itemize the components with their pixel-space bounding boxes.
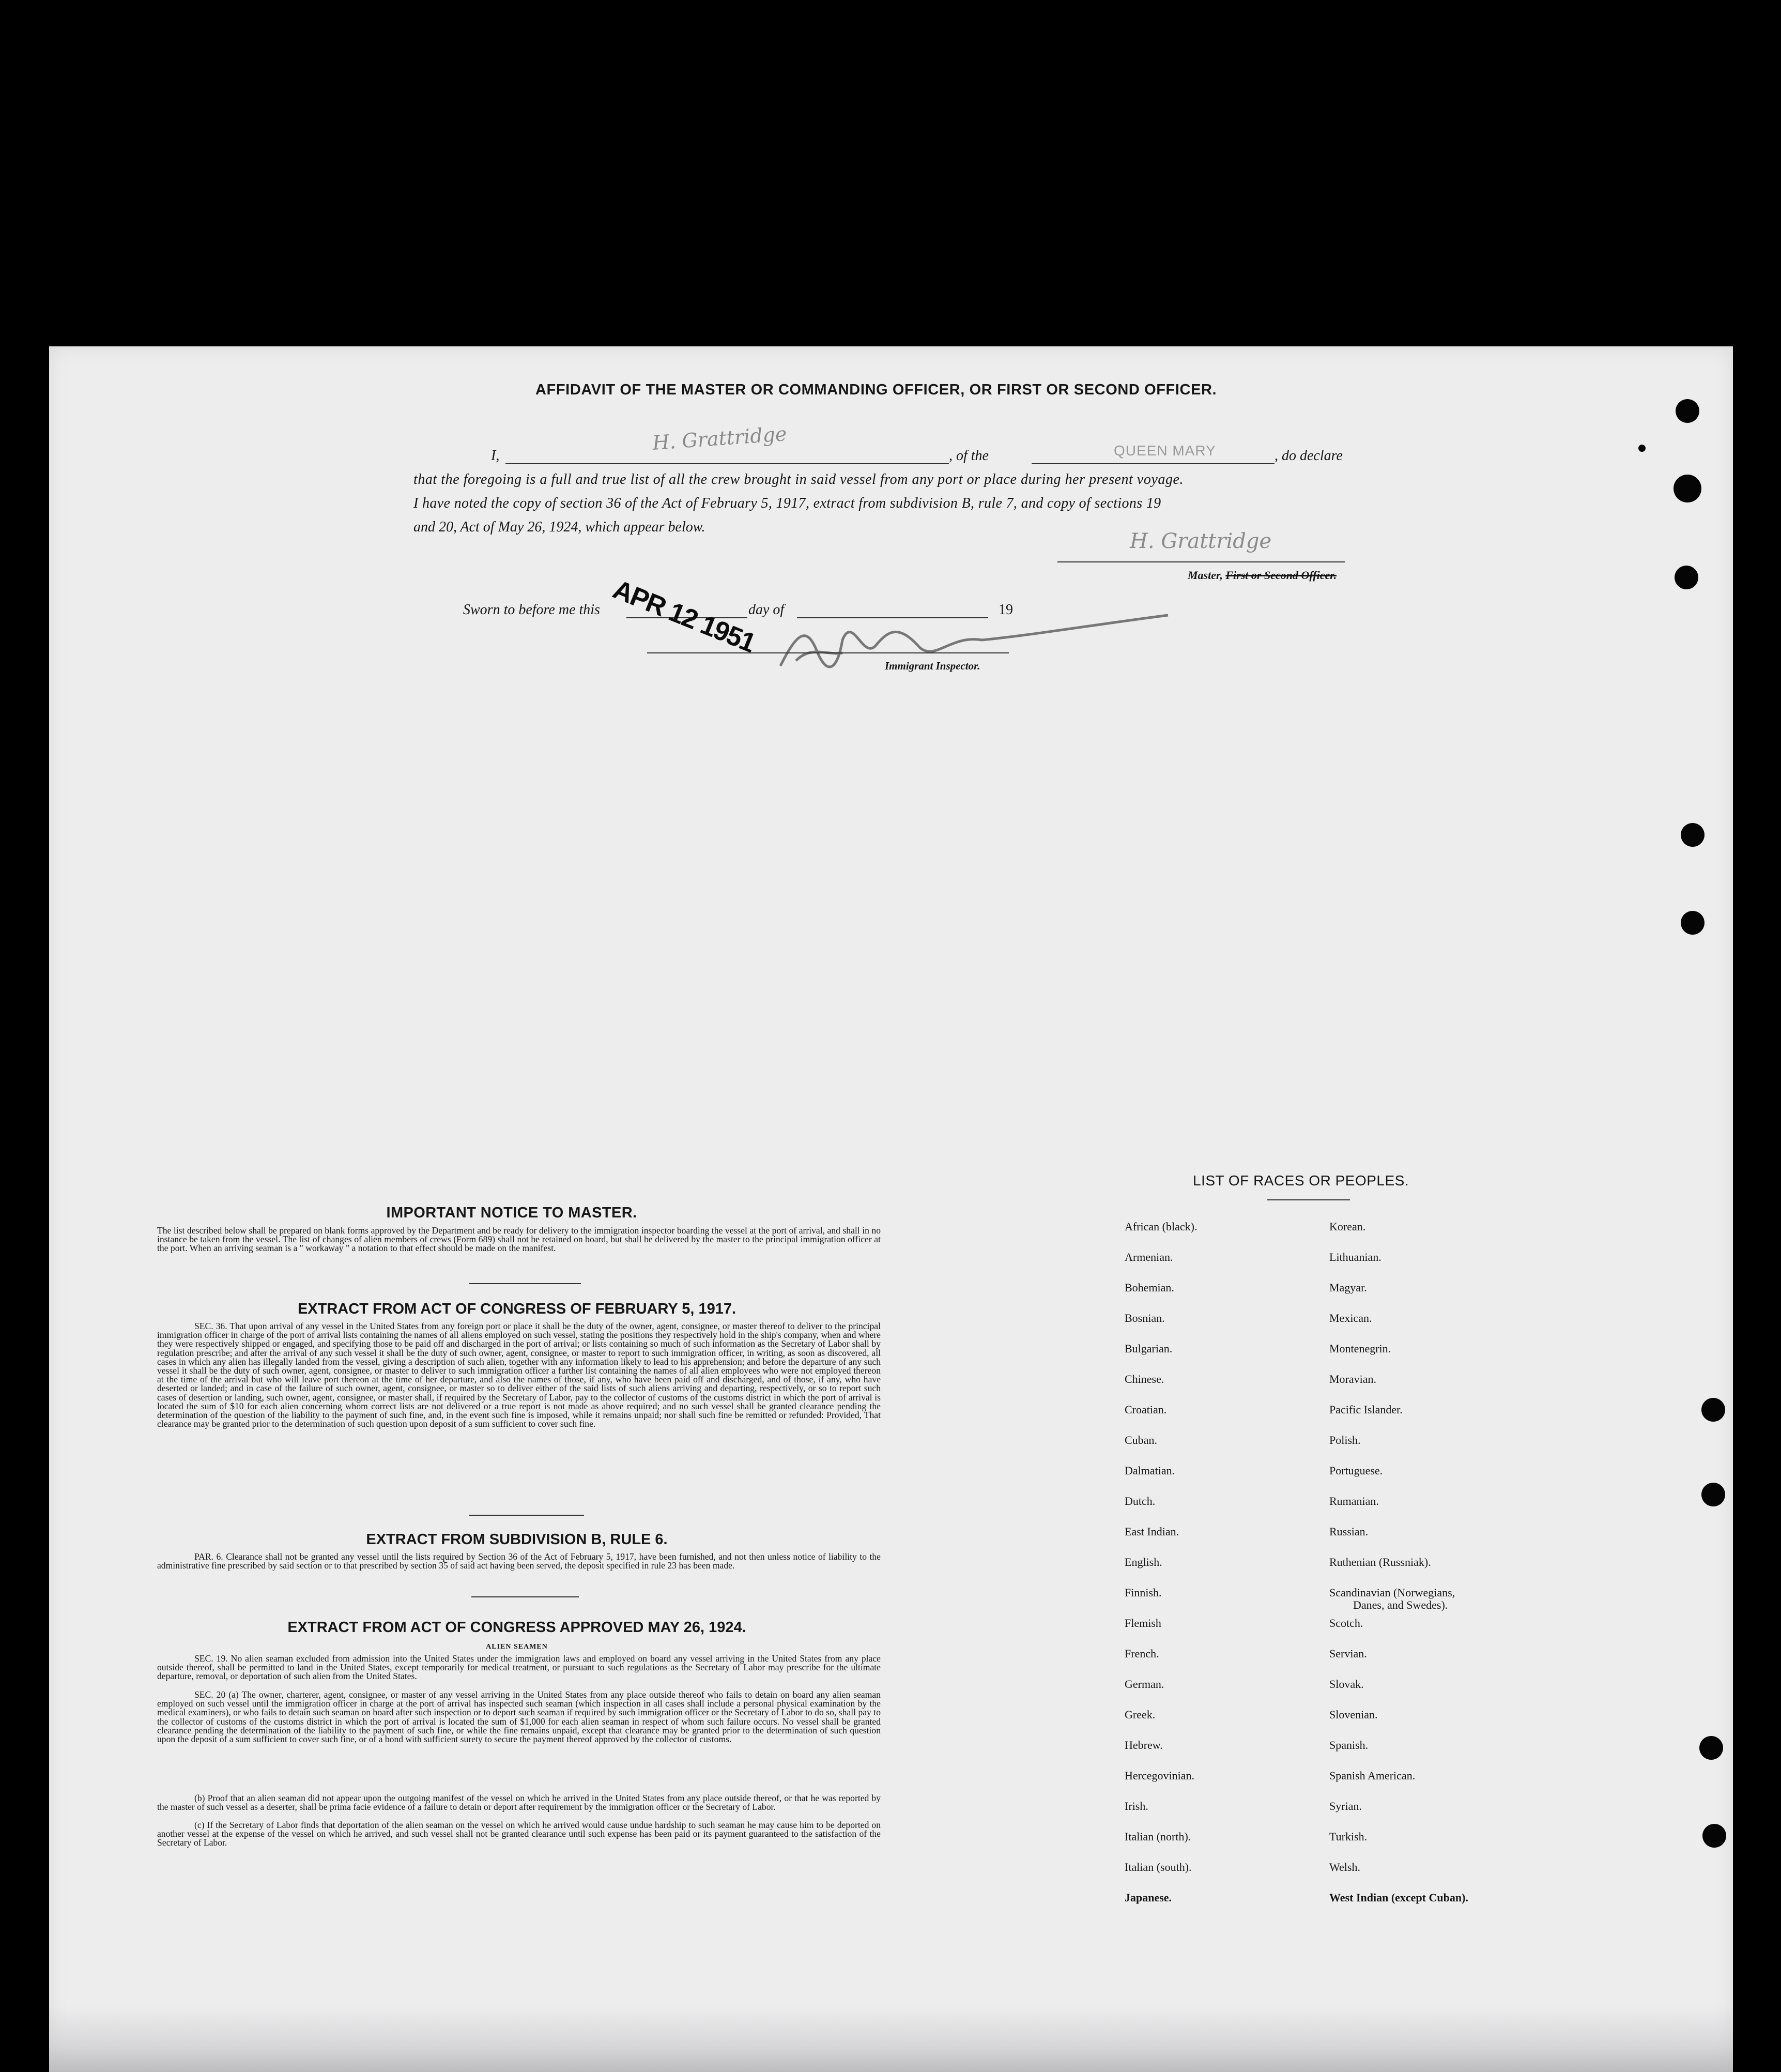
race-item: Portuguese.	[1329, 1464, 1383, 1477]
race-item: Dutch.	[1125, 1495, 1156, 1507]
divider	[471, 1596, 579, 1597]
binder-hole	[1675, 566, 1698, 589]
affidavit-line-2: that the foregoing is a full and true list of all the crew brought in said vessel from any port or place during her present voyage.	[413, 471, 1184, 487]
affidavit-line-3: I have noted the copy of section 36 of the Act of February 5, 1917, extract from subdivision B, rule 7, and copy of sections 19	[413, 495, 1161, 511]
divider	[1267, 1199, 1350, 1200]
race-item: Hebrew.	[1125, 1739, 1163, 1751]
race-item: Armenian.	[1125, 1251, 1173, 1263]
divider	[469, 1283, 581, 1284]
races-title: LIST OF RACES OR PEOPLES.	[1193, 1172, 1409, 1189]
master-signature-line	[1057, 561, 1345, 562]
extract-1924-sec19: SEC. 19. No alien seaman excluded from admission into the United States under the immigration laws and employed on board any vessel arriving in the United States from any place outside thereof, shall be permitted to land in the United States, except temporarily for medical treatment, or pursuant to such regulations as the Secretary of Labor may prescribe for the ultimate departure, removal, or deportation of such alien from the United States.	[157, 1653, 881, 1682]
race-item: Dalmatian.	[1125, 1464, 1175, 1477]
inspector-signature-line	[647, 652, 1009, 653]
race-item: Servian.	[1329, 1647, 1367, 1660]
race-item: Italian (north).	[1125, 1830, 1191, 1843]
vessel-name: QUEEN MARY	[1114, 443, 1216, 459]
affidavit-title: AFFIDAVIT OF THE MASTER OR COMMANDING OFFICER, OR FIRST OR SECOND OFFICER.	[535, 382, 1217, 398]
race-item: English.	[1125, 1556, 1162, 1568]
notice-text: The list described below shall be prepared on blank forms approved by the Department and be ready for delivery to the immigration inspector boarding the vessel at the port of arrival, and shall in no instance be taken from the vessel. The list of changes of alien members of crews (Form 689) shall not be retained on board, but shall be delivered by the master to the principal immigration officer at the port. When an arriving seaman is a " workaway " a notation to that effect should be made on the manifest.	[157, 1225, 881, 1254]
extract-rule6-text: PAR. 6. Clearance shall not be granted any vessel until the lists required by Section 36 of the Act of February 5, 1917, have been furnished, and not then unless notice of liability to the administrative fine prescribed by said section or to that prescribed by section 35 of said act having been served, the deposit specified in rule 23 has been made.	[157, 1551, 881, 1571]
extract-1917-title: EXTRACT FROM ACT OF CONGRESS OF FEBRUARY 5, 1917.	[297, 1301, 736, 1317]
race-item: Russian.	[1329, 1525, 1369, 1538]
affidavit-line-1-start: I,	[491, 448, 500, 464]
race-item: German.	[1125, 1678, 1164, 1690]
master-caption	[1188, 569, 1337, 582]
binder-hole	[1701, 1483, 1725, 1506]
race-item: Italian (south).	[1125, 1861, 1192, 1873]
race-item: Polish.	[1329, 1434, 1361, 1446]
race-item: Syrian.	[1329, 1800, 1362, 1812]
extract-1924-title: EXTRACT FROM ACT OF CONGRESS APPROVED MAY 26, 1924.	[287, 1619, 746, 1636]
race-item: Lithuanian.	[1329, 1251, 1381, 1263]
alien-seamen-subtitle: ALIEN SEAMEN	[486, 1643, 548, 1651]
binder-hole	[1699, 1736, 1723, 1760]
declarant-signature-line	[505, 463, 949, 464]
race-item: Turkish.	[1329, 1830, 1368, 1843]
race-item: Hercegovinian.	[1125, 1769, 1194, 1782]
extract-rule6-title: EXTRACT FROM SUBDIVISION B, RULE 6.	[366, 1531, 668, 1548]
race-item: Ruthenian (Russniak).	[1329, 1556, 1431, 1568]
race-item: Moravian.	[1329, 1373, 1377, 1385]
race-item: Montenegrin.	[1329, 1342, 1391, 1355]
race-item: Croatian.	[1125, 1403, 1167, 1416]
master-caption-label: Master,	[1188, 569, 1223, 582]
race-item: Korean.	[1329, 1220, 1366, 1233]
race-item: Slovenian.	[1329, 1708, 1378, 1721]
race-item: West Indian (except Cuban).	[1329, 1891, 1468, 1904]
extract-1924-sec20a: SEC. 20 (a) The owner, charterer, agent, consignee, or master of any vessel arriving in the United States from any place outside thereof who fails to detain on board any alien seaman employed on such vessel until the immigration officer in charge at the port of arrival has inspected such seaman (which inspection in all cases shall include a personal physical examination by the medical examiners), or who fails to detain such seaman on board after such inspection or to deport such seaman if required by such immigration officer or the Secretary of Labor to do so, shall pay to the collector of customs of the customs district in which the port of arrival is located the sum of $1,000 for each alien seaman in respect of whom such failure occurs. No vessel shall be granted clearance pending the determination of the liability to the payment of such fine, or while the fine remains unpaid, except that clearance may be granted prior to the determination of such question upon the deposit of a sum sufficient to cover such fine, or of a bond with sufficient surety to secure the payment thereof approved by the collector of customs.	[157, 1689, 881, 1745]
race-item: French.	[1125, 1647, 1159, 1660]
struck-officer-caption: First or Second Officer.	[1225, 569, 1337, 582]
master-signature: H. Grattridge	[1130, 529, 1272, 553]
extract-1924-sec20c: (c) If the Secretary of Labor finds that deportation of the alien seaman on the vessel on which he arrived would cause undue hardship to such seaman he may cause him to be deported on another vessel at the expense of the vessel on which he arrived, and such vessel shall not be granted clearance until such expense has been paid or its payment guaranteed to the satisfaction of the Secretary of Labor.	[157, 1820, 881, 1848]
race-item: East Indian.	[1125, 1525, 1179, 1538]
page-bottom-edge	[49, 2006, 1733, 2072]
affidavit-line-4: and 20, Act of May 26, 1924, which appear below.	[413, 519, 705, 535]
race-item: Cuban.	[1125, 1434, 1157, 1446]
race-item: Greek.	[1125, 1708, 1156, 1721]
sworn-before-label: Sworn to before me this	[463, 602, 600, 618]
race-item: Bulgarian.	[1125, 1342, 1173, 1355]
binder-hole	[1702, 1824, 1726, 1848]
affidavit-line-1-end: , do declare	[1275, 448, 1343, 464]
extract-1924-sec20b: (b) Proof that an alien seaman did not appear upon the outgoing manifest of the vessel on which he arrived in the United States from any place outside thereof, or that he was reported by the master of such vessel as a deserter, shall be prima facie evidence of a failure to detain or deport after requirement by the immigration officer or the Secretary of Labor.	[157, 1793, 881, 1812]
race-item: Rumanian.	[1329, 1495, 1379, 1507]
divider	[469, 1515, 584, 1516]
race-item: Scandinavian (Norwegians,	[1329, 1586, 1455, 1599]
race-item: Pacific Islander.	[1329, 1403, 1403, 1416]
vessel-name-line	[1032, 463, 1275, 464]
binder-hole	[1638, 445, 1646, 452]
declarant-signature: H. Grattridge	[651, 422, 788, 455]
race-item: Spanish.	[1329, 1739, 1369, 1751]
race-item: Irish.	[1125, 1800, 1148, 1812]
race-item: Spanish American.	[1329, 1769, 1416, 1782]
race-item: Finnish.	[1125, 1586, 1162, 1599]
race-item: Mexican.	[1329, 1312, 1372, 1324]
race-item: Welsh.	[1329, 1861, 1360, 1873]
extract-1917-text: SEC. 36. That upon arrival of any vessel in the United States from any foreign port or place it shall be the duty of the owner, agent, consignee, or master thereof to deliver to the principal immigration officer in charge of the port of arrival lists containing the names of all aliens employed on such vessel, stating the positions they respectively hold in the ship's company, when and where they were respectively shipped or engaged, and specifying those to be paid off and discharged in the port of arrival; or lists containing so much of such information as the Secretary of Labor shall by regulation prescribe; and after the arrival of any such vessel it shall be the duty of such owner, agent, consignee, or master to report to such immigration officer, in writing, as soon as discovered, all cases in which any alien has illegally landed from the vessel, giving a description of such alien, together with any information likely to lead to his apprehension; and before the departure of any such vessel it shall be the duty of such owner, agent, consignee, or master to deliver to such immigration officer a further list containing the names of all alien employees who were not employed thereon at the time of the arrival but who will leave port thereon at the time of her departure, and also the names of those, if any, who have been paid off and discharged, and of those, if any, who have deserted or landed; and in case of the failure of such owner, agent, consignee, or master so to deliver either of the said lists of such aliens arriving and departing, respectively, or so to report such cases of desertion or landing, such owner, agent, consignee, or master shall, if required by the Secretary of Labor, pay to the collector of customs of the customs district in which the port of arrival is located the sum of $10 for each alien concerning whom correct lists are not delivered or a true report is not made as above required; and no such vessel shall be granted clearance pending the determination of the question of the liability to the payment of such fine, and, in the event such fine is imposed, while it remains unpaid; nor shall such fine be remitted or refunded: Provided, That clearance may be granted prior to the determination of such question upon deposit of a sum sufficient to cover such fine.	[157, 1321, 881, 1429]
race-item-continued: Danes, and Swedes).	[1353, 1598, 1448, 1611]
inspector-caption: Immigrant Inspector.	[885, 660, 980, 672]
notice-title: IMPORTANT NOTICE TO MASTER.	[386, 1205, 637, 1221]
race-item: African (black).	[1125, 1220, 1197, 1233]
binder-hole	[1681, 823, 1705, 847]
race-item: Japanese.	[1125, 1891, 1172, 1904]
race-item: Magyar.	[1329, 1281, 1367, 1294]
binder-hole	[1676, 399, 1699, 423]
race-item: Bosnian.	[1125, 1312, 1165, 1324]
affidavit-line-1-of-the: , of the	[949, 448, 989, 464]
binder-hole	[1673, 475, 1701, 502]
race-item: Slovak.	[1329, 1678, 1364, 1690]
race-item: Bohemian.	[1125, 1281, 1174, 1294]
year-prefix: 19	[999, 602, 1013, 618]
binder-hole	[1681, 911, 1705, 935]
race-item: Flemish	[1125, 1617, 1161, 1629]
race-item: Chinese.	[1125, 1373, 1164, 1385]
date-stamp: APR 12 1951	[608, 574, 759, 659]
day-of-label: day of	[748, 602, 785, 618]
binder-hole	[1701, 1398, 1725, 1422]
race-item: Scotch.	[1329, 1617, 1363, 1629]
